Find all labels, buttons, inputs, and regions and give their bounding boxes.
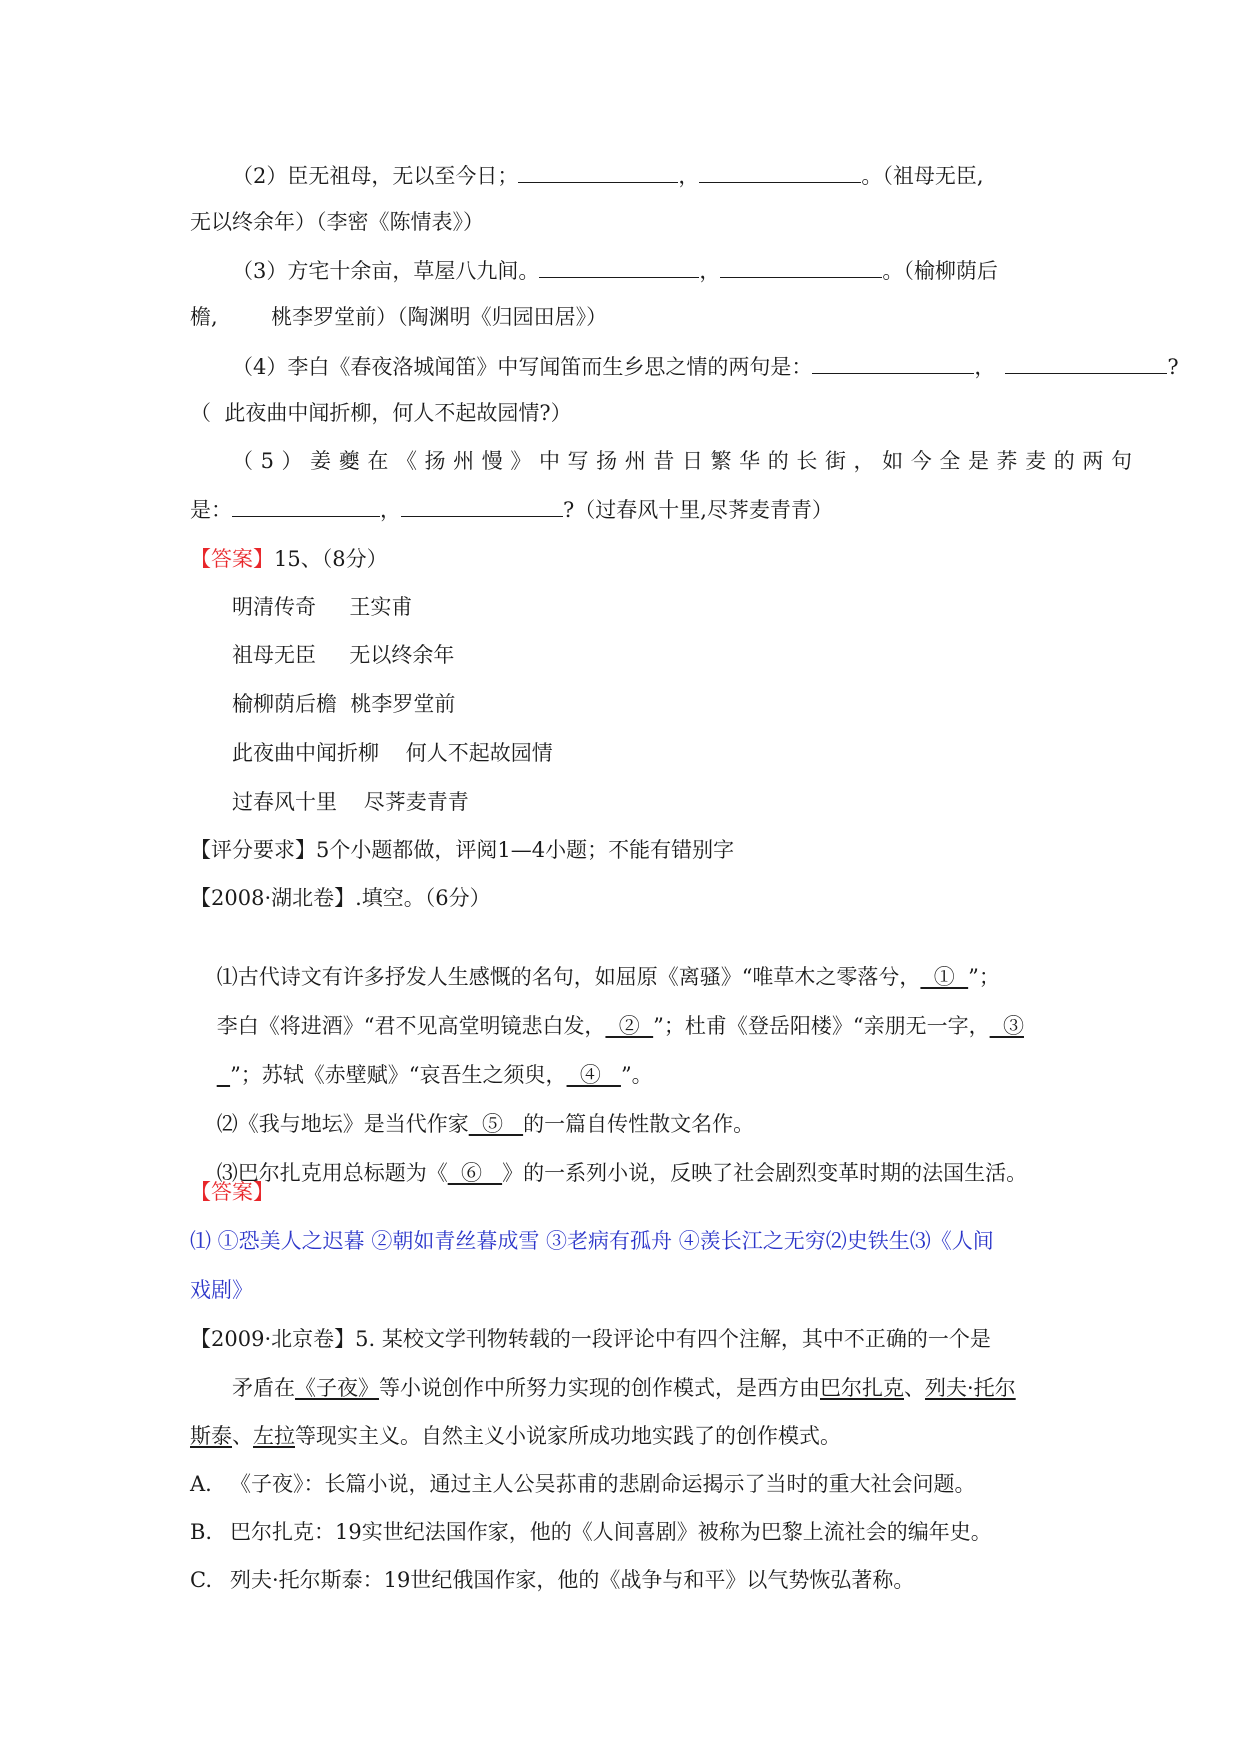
question-3-line-2: 檐, 桃李罗堂前）（陶渊明《归园田居》） xyxy=(190,305,608,329)
question-5-line-2 xyxy=(190,494,833,525)
question-4-line-1 xyxy=(232,351,1179,382)
fill-blank[interactable] xyxy=(401,494,563,517)
answer-2-line-1: ⑴ ①恐美人之迟暮 ②朝如青丝暮成雪 ③老病有孤舟 ④羡长江之无穷⑵史铁生⑶《人间 xyxy=(190,1229,994,1253)
question-3-prefix: （3）方宅十余亩，草屋八九间。 xyxy=(232,259,540,283)
answer-score: 15、（8分） xyxy=(274,547,388,571)
question-2-prefix: （2）臣无祖母，无以至今日； xyxy=(232,164,519,188)
hubei-text: 》的一系列小说，反映了社会剧烈变革时期的法国生活。 xyxy=(502,1161,1028,1185)
blank-4[interactable]: ④ xyxy=(566,1063,621,1087)
question-3-line-1 xyxy=(232,255,998,286)
hubei-text: ”；苏轼《赤壁赋》“哀吾生之须臾， xyxy=(230,1063,567,1087)
option-b[interactable] xyxy=(190,1517,992,1547)
blank-2[interactable]: ② xyxy=(605,1014,654,1038)
answer-tag: 【答案】 xyxy=(190,547,274,571)
fill-blank[interactable] xyxy=(812,351,974,374)
fill-blank[interactable] xyxy=(1005,351,1167,374)
underlined-term: 左拉 xyxy=(253,1424,295,1448)
answer-2-line-2: 戏剧》 xyxy=(190,1278,253,1302)
beijing-paragraph-line-2 xyxy=(190,1421,841,1451)
hubei-text: ”； xyxy=(968,965,1000,989)
hubei-text: 的一篇自传性散文名作。 xyxy=(523,1112,755,1136)
beijing-header: 【2009·北京卷】5. 某校文学刊物转载的一段评论中有四个注解，其中不正确的一个是 xyxy=(190,1327,991,1351)
blank-5[interactable]: ⑤ xyxy=(468,1112,524,1136)
beijing-text: 等小说创作中所努力实现的创作模式，是西方由 xyxy=(379,1376,820,1400)
hubei-line-5 xyxy=(190,1128,1027,1218)
answer-heading-2: 【答案】 xyxy=(190,1180,274,1204)
underlined-term: 斯泰 xyxy=(190,1424,232,1448)
hubei-text: ”。 xyxy=(620,1063,653,1087)
scoring-requirements: 【评分要求】5个小题都做，评阅1—4小题；不能有错别字 xyxy=(190,838,735,862)
hubei-text: ⑵《我与地坛》是当代作家 xyxy=(216,1112,469,1136)
beijing-paragraph-line-1 xyxy=(232,1373,1016,1403)
hubei-text: ⑴古代诗文有许多抒发人生感慨的名句，如屈原《离骚》“唯草木之零落兮， xyxy=(216,965,921,989)
answer-line: 过春风十里 尽荠麦青青 xyxy=(232,790,469,814)
underlined-term: 列夫·托尔 xyxy=(925,1376,1016,1400)
question-5-prefix: 是： xyxy=(190,498,232,522)
blank-6[interactable]: ⑥ xyxy=(447,1161,503,1185)
option-text: 巴尔扎克：19实世纪法国作家，他的《人间喜剧》被称为巴黎上流社会的编年史。 xyxy=(230,1520,992,1544)
separator: ， xyxy=(380,498,401,522)
hubei-text: 李白《将进酒》“君不见高堂明镜悲白发， xyxy=(216,1014,606,1038)
answer-line: 榆柳荫后檐 桃李罗堂前 xyxy=(232,692,456,716)
question-4-prefix: （4）李白《春夜洛城闻笛》中写闻笛而生乡思之情的两句是： xyxy=(232,355,813,379)
option-c[interactable] xyxy=(190,1565,914,1595)
underlined-term: 《子夜》 xyxy=(295,1376,379,1400)
separator: ， xyxy=(974,355,996,379)
option-label: C. xyxy=(190,1568,212,1592)
option-label: A. xyxy=(190,1472,212,1496)
beijing-text: 、 xyxy=(232,1424,253,1448)
option-a[interactable] xyxy=(190,1469,976,1499)
beijing-text: 、 xyxy=(904,1376,925,1400)
separator: ， xyxy=(678,164,700,188)
answer-heading-1 xyxy=(190,544,388,574)
hubei-text: ”；杜甫《登岳阳楼》“亲朋无一字， xyxy=(653,1014,990,1038)
option-text: 列夫·托尔斯泰：19世纪俄国作家，他的《战争与和平》以气势恢弘著称。 xyxy=(230,1568,915,1592)
blank-3[interactable]: ③ xyxy=(989,1014,1024,1038)
hubei-text: ⑶巴尔扎克用总标题为《 xyxy=(216,1161,448,1185)
answer-line: 此夜曲中闻折柳 何人不起故园情 xyxy=(232,741,553,765)
option-text: 《子夜》：长篇小说，通过主人公吴荪甫的悲剧命运揭示了当时的重大社会问题。 xyxy=(230,1472,976,1496)
fill-blank[interactable] xyxy=(720,255,882,278)
fill-blank[interactable] xyxy=(699,160,861,183)
blank-1[interactable]: ① xyxy=(920,965,969,989)
underlined-term: 巴尔扎克 xyxy=(820,1376,904,1400)
option-label: B. xyxy=(190,1520,213,1544)
question-2-hint: 。（祖母无臣, xyxy=(861,164,984,188)
answer-line: 明清传奇 王实甫 xyxy=(232,595,413,619)
question-4-end: ? xyxy=(1167,355,1179,379)
question-2-line-2: 无以终余年）（李密《陈情表》） xyxy=(190,210,484,234)
question-2-line-1 xyxy=(232,160,984,191)
question-5-hint: ?（过春风十里,尽荠麦青青） xyxy=(563,498,833,522)
question-4-line-2: （ 此夜曲中闻折柳，何人不起故园情?） xyxy=(190,401,572,425)
question-5-line-1: （5）姜夔在《扬州慢》中写扬州昔日繁华的长街，如今全是荞麦的两句 xyxy=(232,449,1140,473)
fill-blank[interactable] xyxy=(232,494,380,517)
separator: ， xyxy=(699,259,721,283)
hubei-header: 【2008·湖北卷】.填空。（6分） xyxy=(190,886,491,910)
answer-line: 祖母无臣 无以终余年 xyxy=(232,643,455,667)
question-3-hint: 。（榆柳荫后 xyxy=(882,259,998,283)
fill-blank[interactable] xyxy=(518,160,678,183)
fill-blank[interactable] xyxy=(539,255,699,278)
beijing-text: 等现实主义。自然主义小说家所成功地实践了的创作模式。 xyxy=(295,1424,841,1448)
beijing-text: 矛盾在 xyxy=(232,1376,295,1400)
